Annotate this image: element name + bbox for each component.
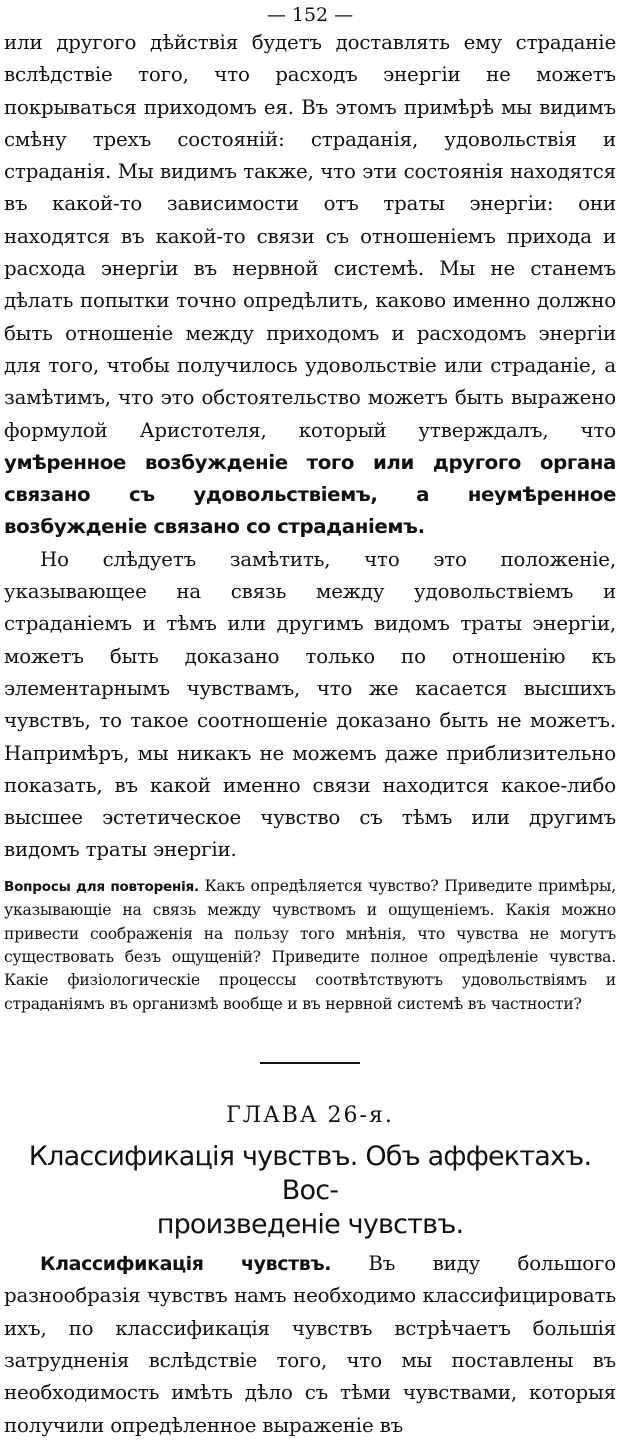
section-text: Въ виду большого разнообразія чувствъ намъ необходимо классифицировать ихъ, по классификація чувствъ встрѣчаетъ большія затрудненія вслѣдствіе того, что мы поставлены въ необходимость имѣть дѣло съ тѣми чувствами, которыя получили опредѣленное выраженіе въ: [4, 1252, 616, 1437]
section-classification: [4, 1248, 616, 1442]
page-number: — 152 —: [266, 4, 354, 26]
review-questions-text: Какъ опредѣляется чувство? Приведите примѣры, указывающіе на связь между чувствомъ и ощущеніемъ. Какія можно привести соображенія на пользу того мнѣнія, что чувства не могутъ существовать безъ ощущеній? Приведите полное опредѣленіе чувства. Какіе физіологическіе процессы соотвѣтствуютъ удовольствіямъ и страданіямъ въ организмѣ вообще и въ нервной системѣ въ частности?: [4, 876, 616, 1013]
chapter-title-line-2: произведеніе чувствъ.: [156, 1209, 464, 1241]
chapter-title: [4, 1140, 616, 1242]
paragraph-2: Но слѣдуетъ замѣтить, что это положеніе, указывающее на связь между удовольствіемъ и страданіемъ и тѣмъ или другимъ видомъ траты энергіи, можетъ быть доказано только по отношенію къ элементарнымъ чувствамъ, что же касается высшихъ чувствъ, то такое соотношеніе доказано быть не можетъ. Напримѣръ, мы никакъ не можемъ даже приблизительно показать, въ какой именно связи находится какое-либо высшее эстетическое чувство съ тѣмъ или другимъ видомъ траты энергіи.: [4, 547, 616, 862]
chapter-title-line-1: Классификація чувствъ. Объ аффектахъ. Вос-: [28, 1141, 592, 1207]
review-questions-label: Вопросы для повторенія.: [4, 878, 199, 895]
section-paragraph: [4, 1248, 616, 1442]
section-divider: [260, 1062, 360, 1064]
paragraph-1: [4, 27, 616, 544]
review-questions: [4, 875, 616, 1016]
chapter-number: ГЛАВА 26-я.: [226, 1103, 394, 1129]
paragraph-1-bold-quote: умѣренное возбужденіе того или другого органа связано съ удовольствіемъ, а неумѣренное возбужденіе связано со страданіемъ.: [4, 450, 616, 539]
section-heading: Классификація чувствъ.: [40, 1253, 332, 1276]
book-page: [0, 3, 620, 1437]
body-text: [4, 27, 616, 867]
paragraph-1-text: или другого дѣйствія будетъ доставлять ему страданіе вслѣдствіе того, что расходъ энергіи не можетъ покрываться приходомъ ея. Въ этомъ примѣрѣ мы видимъ смѣну трехъ состояній: страданія, удовольствія и страданія. Мы видимъ также, что эти состоянія находятся въ какой-то зависимости отъ траты энергіи: они находятся въ какой-то связи съ отношеніемъ прихода и расхода энергіи въ нервной системѣ. Мы не станемъ дѣлать попытки точно опредѣлить, каково именно должно быть отношеніе между приходомъ и расходомъ энергіи для того, чтобы получилось удовольствіе или страданіе, а замѣтимъ, что это обстоятельство можетъ быть выражено формулой Аристотеля, который утверждалъ, что: [4, 31, 616, 442]
